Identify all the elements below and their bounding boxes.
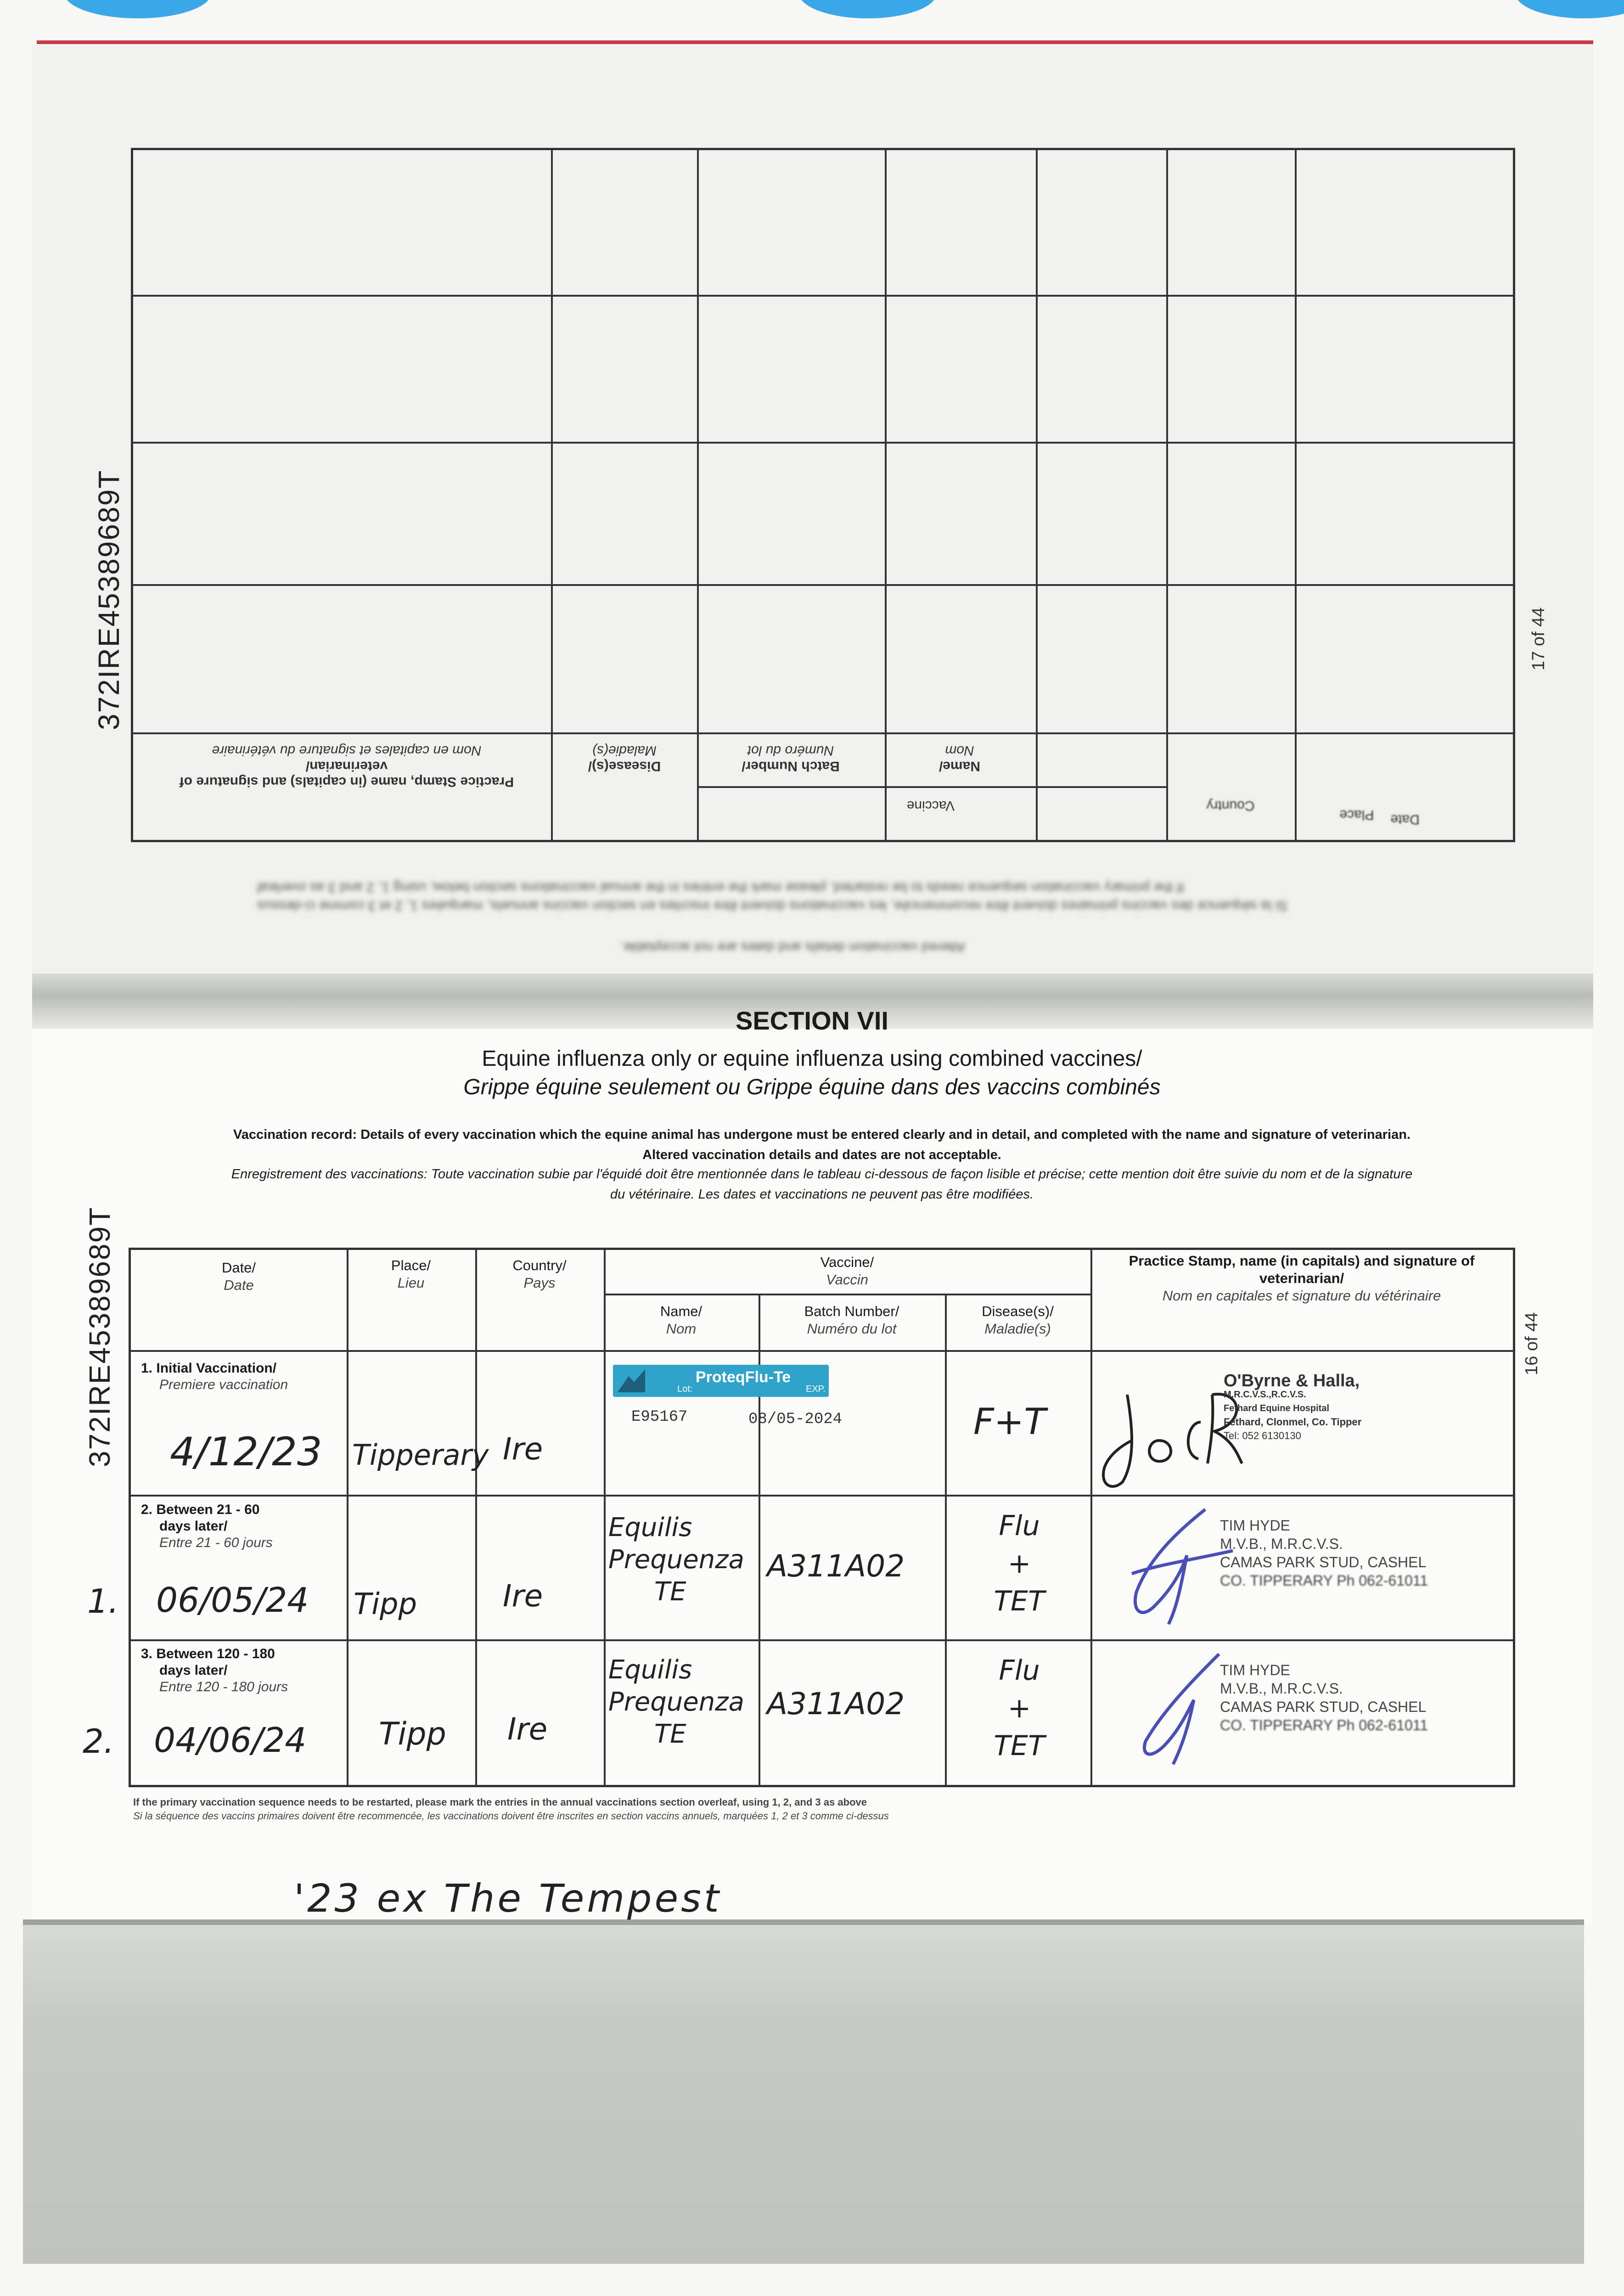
lower-page-number: 16 of 44 [1522, 1312, 1541, 1375]
upper-header-disease: Disease(s)/ Maladie(s) [588, 743, 661, 774]
row3-country: Ire [507, 1711, 548, 1747]
upper-blurred-note-3: Altered vaccination details and dates are not acceptable. [620, 940, 966, 955]
row3-date: 04/06/24 [154, 1721, 307, 1760]
sticker-brand: ProteqFlu-Te [696, 1368, 791, 1386]
upper-header-practice: Practice Stamp, name (in capitals) and signature of veterinarian/ Nom en capitales et signature du vétérinaire [179, 743, 514, 789]
header-place: Place/ Lieu [391, 1257, 431, 1291]
upper-header-country: Country [1206, 798, 1255, 813]
footnote-en: If the primary vaccination sequence needs to be restarted, please mark the entries in the annual vaccinations section overleaf, using 1, 2, and 3 as above [133, 1796, 867, 1808]
row2-margin-mark: 1. [87, 1582, 119, 1621]
row3-vaccine: Equilis Prequenza TE [608, 1655, 744, 1749]
handwritten-note: '23 ex The Tempest [294, 1876, 722, 1921]
intro-fr-2: du vétérinaire. Les dates et vaccinations ne peuvent pas être modifiées. [610, 1187, 1034, 1202]
row1-disease: F+T [973, 1401, 1046, 1443]
top-red-line [37, 40, 1593, 44]
row1-place: Tipperary [352, 1438, 489, 1472]
row2-disease: Flu + TET [994, 1510, 1045, 1617]
row2-place: Tipp [354, 1587, 417, 1621]
row2-practice-stamp: TIM HYDE M.V.B., M.R.C.V.S. CAMAS PARK STUD, CASHEL CO. TIPPERARY Ph 062-61011 [1220, 1517, 1428, 1589]
vaccination-record-table [129, 1248, 1515, 1787]
blue-punch-hole-left [64, 0, 211, 18]
row2-batch: A311A02 [767, 1548, 905, 1584]
header-disease: Disease(s)/ Maladie(s) [982, 1303, 1054, 1337]
row3-disease: Flu + TET [994, 1654, 1045, 1762]
row1-country: Ire [503, 1431, 543, 1467]
row1-vaccine-sticker [613, 1365, 829, 1397]
row1-vaccine-exp: 08/05-2024 [748, 1411, 843, 1428]
section-subtitle-fr: Grippe équine seulement ou Grippe équine dans des vaccins combinés [463, 1075, 1161, 1099]
section-title: SECTION VII [736, 1006, 888, 1035]
upper-page-number: 17 of 44 [1529, 607, 1548, 670]
header-practice: Practice Stamp, name (in capitals) and signature of veterinarian/ Nom en capitales et signature du vétérinaire [1129, 1253, 1475, 1304]
row2-country: Ire [503, 1578, 543, 1614]
upper-document-id: 372IRE45389689T [92, 469, 125, 730]
row1-practice-stamp: O'Byrne & Halla, M.R.C.V.S.,R.C.V.S. Fethard Equine Hospital Fethard, Clonmel, Co. Tipper Tel: 052 6130130 [1224, 1371, 1362, 1441]
blue-punch-hole-right [1515, 0, 1624, 18]
header-vaccine: Vaccine/ Vaccin [820, 1254, 874, 1288]
header-country: Country/ Pays [512, 1257, 567, 1291]
section-subtitle-en: Equine influenza only or equine influenza using combined vaccines/ [482, 1047, 1142, 1071]
page-edge [23, 1919, 1584, 1925]
intro-en-2: Altered vaccination details and dates are not acceptable. [642, 1148, 1001, 1162]
lower-document-id: 372IRE45389689T [83, 1206, 116, 1467]
sticker-exp-label: EXP. [806, 1384, 826, 1394]
row2-vaccine: Equilis Prequenza TE [608, 1513, 744, 1607]
row3-practice-stamp: TIM HYDE M.V.B., M.R.C.V.S. CAMAS PARK STUD, CASHEL CO. TIPPERARY Ph 062-61011 [1220, 1662, 1428, 1733]
vaccine-logo-icon [618, 1369, 645, 1392]
upper-header-place: Place [1339, 807, 1374, 822]
upper-header-name: Name/ Nom [938, 743, 981, 774]
row3-batch: A311A02 [767, 1686, 905, 1722]
upper-vaccination-table [131, 148, 1515, 842]
upper-blurred-note-2: Si la séquence des vaccins primaires doivent être recommencée, les vaccinations doivent être inscrites en section vaccins annuels, marquées 1, 2 et 3 comme ci-dessus [257, 898, 1288, 913]
intro-fr-1: Enregistrement des vaccinations: Toute vaccination subie par l'équidé doit être mentionnée dans le tableau ci-dessous de façon lisible et précise; cette mention doit être suivie du nom et de la signature [231, 1167, 1413, 1182]
row3-place: Tipp [379, 1716, 446, 1752]
scanner-bed [23, 1919, 1584, 2264]
row2-date: 06/05/24 [156, 1581, 309, 1620]
upper-header-batch: Batch Number/ Numéro du lot [742, 743, 840, 774]
row3-label: 3. Between 120 - 180 days later/ Entre 120 - 180 jours [141, 1646, 288, 1694]
intro-en-1: Vaccination record: Details of every vaccination which the equine animal has undergone must be entered clearly and in detail, and completed with the name and signature of veterinarian. [233, 1127, 1410, 1142]
upper-header-date: Date [1390, 812, 1420, 827]
upper-blurred-note-1: If the primary vaccination sequence needs to be restarted, please mark the entries in the annual vaccinations section below, using 1, 2 and 3 as overleaf [257, 880, 1185, 895]
row1-vaccine-lot: E95167 [631, 1408, 688, 1426]
row1-date: 4/12/23 [170, 1429, 322, 1475]
row3-margin-mark: 2. [83, 1722, 114, 1761]
header-batch: Batch Number/ Numéro du lot [804, 1303, 899, 1337]
blue-punch-hole-center [799, 0, 937, 18]
header-date: Date/ Date [221, 1260, 256, 1293]
header-name: Name/ Nom [660, 1303, 702, 1337]
footnote-fr: Si la séquence des vaccins primaires doivent être recommencée, les vaccinations doivent être inscrites en section vaccins annuels, marquées 1, 2 et 3 comme ci-dessus [133, 1810, 889, 1822]
row2-label: 2. Between 21 - 60 days later/ Entre 21 - 60 jours [141, 1502, 273, 1550]
upper-header-vaccine: Vaccine [906, 798, 955, 813]
row1-label: 1. Initial Vaccination/ Premiere vaccination [141, 1361, 288, 1392]
sticker-lot-label: Lot: [677, 1384, 693, 1394]
